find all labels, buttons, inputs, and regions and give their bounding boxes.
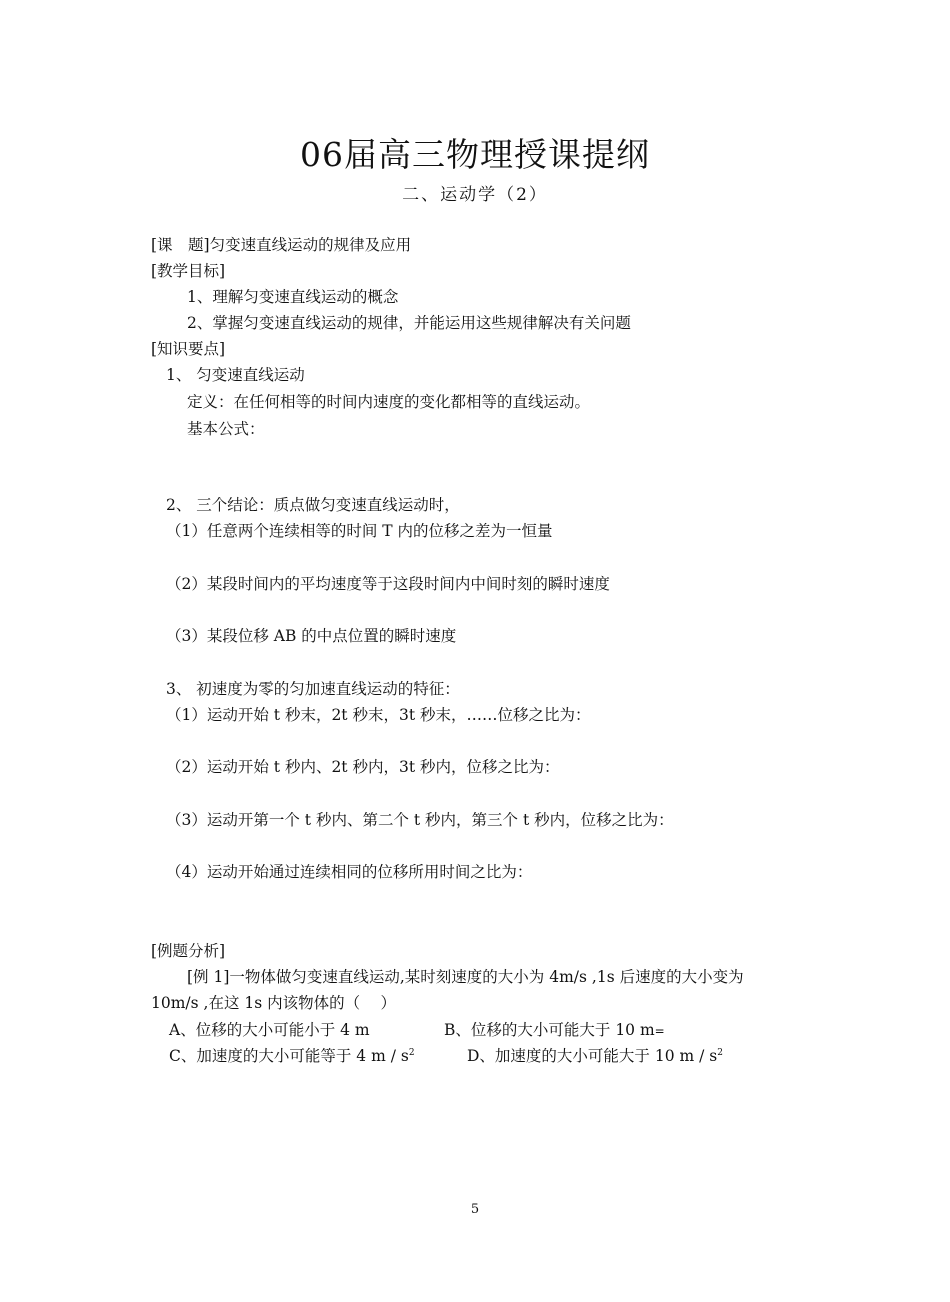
goal-item-2: 2、掌握匀变速直线运动的规律，并能运用这些规律解决有关问题: [187, 314, 631, 332]
section-3-item-1: （1）运动开始 t 秒末，2t 秒末，3t 秒末，……位移之比为：: [166, 706, 591, 724]
goals-heading: [教学目标]: [151, 262, 226, 280]
section-1-definition: 定义：在任何相等的时间内速度的变化都相等的直线运动。: [187, 393, 591, 411]
page-number: 5: [470, 1202, 480, 1217]
section-2-item-2: （2）某段时间内的平均速度等于这段时间内中间时刻的瞬时速度: [166, 575, 610, 593]
option-c: [169, 1045, 415, 1067]
option-b-mark: =: [654, 1024, 665, 1038]
option-d-superscript: 2: [717, 1047, 723, 1058]
section-2-item-3: （3）某段位移 AB 的中点位置的瞬时速度: [166, 627, 457, 645]
page-title: 06届高三物理授课提纲: [300, 135, 650, 174]
option-b-text: B、位移的大小可能大于 10 m: [444, 1021, 655, 1039]
example-1-line-2: 10m/s ,在这 1s 内该物体的（ ）: [151, 994, 397, 1012]
option-c-text: C、加速度的大小可能等于 4 m / s: [169, 1047, 409, 1065]
section-1-formula: 基本公式：: [187, 420, 265, 438]
section-3-title: 3、 初速度为零的匀加速直线运动的特征：: [166, 680, 460, 698]
option-a: A、位移的大小可能小于 4 m: [169, 1021, 370, 1039]
option-d: [467, 1045, 723, 1067]
section-2-title: 2、 三个结论：质点做匀变速直线运动时，: [166, 496, 460, 514]
section-1-title: 1、 匀变速直线运动: [166, 366, 305, 384]
option-b: [444, 1019, 665, 1042]
page-subtitle: 二、运动学（2）: [402, 185, 548, 205]
example-1-line-1: [例 1]一物体做匀变速直线运动,某时刻速度的大小为 4m/s ,1s 后速度的大小变为: [187, 968, 744, 986]
option-c-superscript: 2: [408, 1047, 415, 1058]
examples-heading: [例题分析]: [151, 942, 226, 960]
section-3-item-2: （2）运动开始 t 秒内、2t 秒内，3t 秒内，位移之比为：: [166, 758, 560, 776]
section-2-item-1: （1）任意两个连续相等的时间 T 内的位移之差为一恒量: [166, 522, 553, 540]
section-3-item-4: （4）运动开始通过连续相同的位移所用时间之比为：: [166, 863, 533, 881]
option-d-text: D、加速度的大小可能大于 10 m / s: [467, 1047, 718, 1065]
section-3-item-3: （3）运动开第一个 t 秒内、第二个 t 秒内，第三个 t 秒内，位移之比为：: [166, 811, 674, 829]
goal-item-1: 1、理解匀变速直线运动的概念: [187, 288, 399, 306]
topic-line: [课 题]匀变速直线运动的规律及应用: [151, 236, 412, 254]
knowledge-heading: [知识要点]: [151, 340, 226, 358]
